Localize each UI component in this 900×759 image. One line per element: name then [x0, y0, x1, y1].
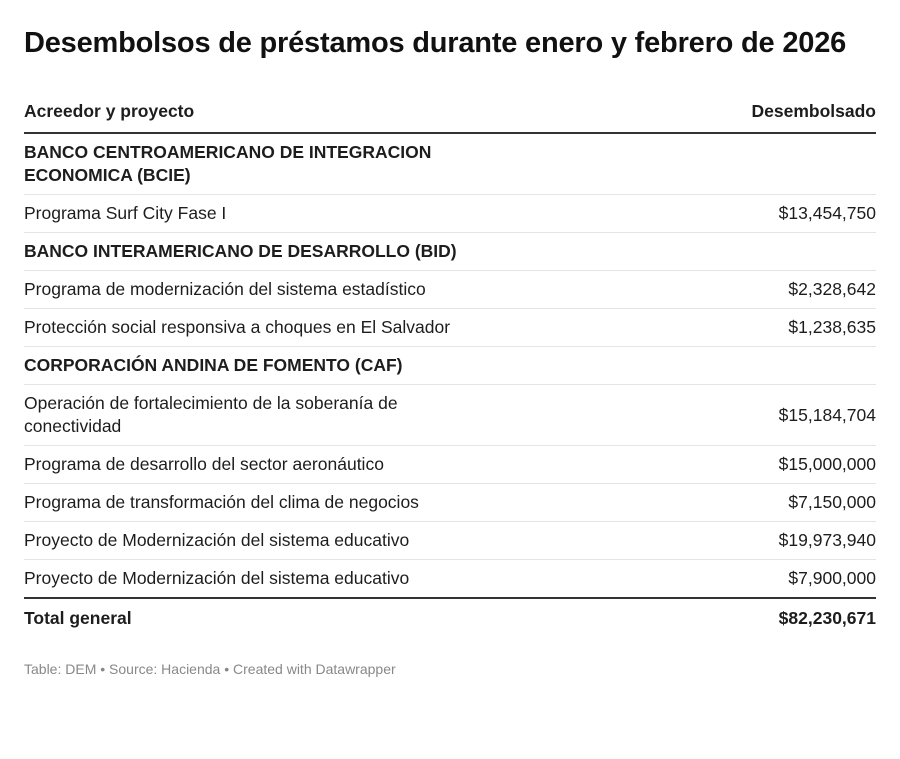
project-label: Programa de transformación del clima de negocios	[24, 484, 494, 522]
group-value	[494, 347, 876, 385]
table-row	[24, 195, 876, 233]
column-header-disbursed: Desembolsado	[494, 90, 876, 133]
table-row	[24, 385, 876, 446]
project-label: Proyecto de Modernización del sistema educativo	[24, 560, 494, 599]
project-label: Proyecto de Modernización del sistema educativo	[24, 522, 494, 560]
disbursed-value: $1,238,635	[494, 309, 876, 347]
disbursed-value: $15,184,704	[494, 385, 876, 446]
disbursed-value: $7,900,000	[494, 560, 876, 599]
table-row	[24, 560, 876, 599]
project-label: Operación de fortalecimiento de la soberanía de conectividad	[24, 385, 494, 446]
group-row	[24, 133, 876, 195]
column-header-creditor: Acreedor y proyecto	[24, 90, 494, 133]
table-row	[24, 271, 876, 309]
table-row	[24, 522, 876, 560]
project-label: Programa Surf City Fase I	[24, 195, 494, 233]
group-label: CORPORACIÓN ANDINA DE FOMENTO (CAF)	[24, 347, 494, 385]
disbursed-value: $15,000,000	[494, 446, 876, 484]
total-value: $82,230,671	[494, 598, 876, 637]
group-row	[24, 233, 876, 271]
data-table	[24, 90, 876, 637]
group-label: BANCO INTERAMERICANO DE DESARROLLO (BID)	[24, 233, 494, 271]
group-row	[24, 347, 876, 385]
total-row	[24, 598, 876, 637]
table-row	[24, 309, 876, 347]
disbursed-value: $7,150,000	[494, 484, 876, 522]
project-label: Programa de modernización del sistema estadístico	[24, 271, 494, 309]
group-value	[494, 233, 876, 271]
project-label: Protección social responsiva a choques en El Salvador	[24, 309, 494, 347]
table-chart	[24, 0, 876, 677]
source-footer: Table: DEM • Source: Hacienda • Created with Datawrapper	[24, 661, 396, 677]
disbursed-value: $19,973,940	[494, 522, 876, 560]
project-label: Programa de desarrollo del sector aeronáutico	[24, 446, 494, 484]
chart-title: Desembolsos de préstamos durante enero y febrero de 2026	[24, 27, 847, 59]
header-row	[24, 90, 876, 133]
group-label: BANCO CENTROAMERICANO DE INTEGRACION ECONOMICA (BCIE)	[24, 133, 494, 195]
table-row	[24, 484, 876, 522]
total-label: Total general	[24, 598, 494, 637]
group-value	[494, 133, 876, 195]
table-row	[24, 446, 876, 484]
disbursed-value: $2,328,642	[494, 271, 876, 309]
disbursed-value: $13,454,750	[494, 195, 876, 233]
